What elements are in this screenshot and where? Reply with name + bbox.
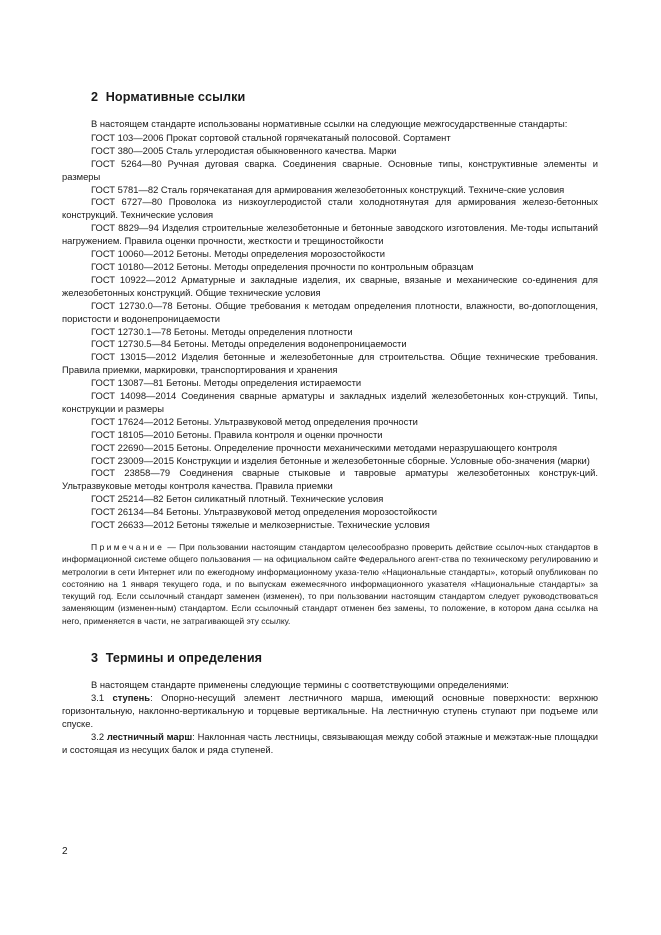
term-definition <box>62 692 598 731</box>
section-heading <box>62 90 598 104</box>
reference-item: ГОСТ 13015—2012 Изделия бетонные и железобетонные для строительства. Общие технические требования. Правила приемки, маркировки, транспортирования и хранения <box>62 351 598 376</box>
term-text: : Наклонная часть лестницы, связывающая между собой этажные и межэтаж-ные площадки и состоящая из несущих балок и ряда ступеней. <box>62 730 599 755</box>
reference-item: ГОСТ 26134—84 Бетоны. Ультразвуковой метод определения морозостойкости <box>91 506 438 518</box>
page-number: 2 <box>62 846 68 857</box>
note-paragraph <box>62 541 598 627</box>
reference-item: ГОСТ 10060—2012 Бетоны. Методы определения морозостойкости <box>91 248 385 260</box>
reference-item: ГОСТ 22690—2015 Бетоны. Определение прочности механическими методами неразрушающего контроля <box>91 441 558 453</box>
term-definition <box>62 731 598 757</box>
section-normative-references <box>62 90 598 627</box>
reference-item: ГОСТ 25214—82 Бетон силикатный плотный. Технические условия <box>91 493 384 505</box>
reference-item: ГОСТ 17624—2012 Бетоны. Ультразвуковой метод определения прочности <box>91 415 418 427</box>
section-title: Термины и определения <box>105 651 263 666</box>
note-dash: — <box>164 542 180 552</box>
note-label: Примечание <box>91 542 165 552</box>
term-text: : Опорно-несущий элемент лестничного марша, имеющий основные поверхности: верхнюю горизонтальную, наклонно-вертикальную и торцевые вертикальные. На лестничную ступень ступают при подъеме или спуске. <box>62 691 599 729</box>
reference-item: ГОСТ 380—2005 Сталь углеродистая обыкновенного качества. Марки <box>91 144 397 156</box>
reference-item: ГОСТ 12730.1—78 Бетоны. Методы определения плотности <box>91 325 353 337</box>
note-text: При пользовании настоящим стандартом целесообразно проверить действие ссылоч-ных стандартов в информационной системе общего пользования — на официальном сайте Федерального агент-ства по техническому регулированию и метрологии в сети Интернет или по ежегодному информационному указа-телю «Национальные стандарты», который опубликован по состоянию на 1 января текущего года, и по выпускам ежемесячного информационного указателя «Национальные стандарты» за текущий год. Если ссылочный стандарт заменен (изменен), то при пользовании настоящим стандартом следует руководствоваться заменяющим (изменен-ным) стандартом. Если ссылочный стандарт отменен без замены, то положение, в котором дана ссылка на него, применяется в части, не затрагивающей эту ссылку. <box>62 542 598 626</box>
section-number: 2 <box>91 90 99 104</box>
reference-item: ГОСТ 8829—94 Изделия строительные железобетонные и бетонные заводского изготовления. Ме-тоды испытаний нагружением. Правила оценки прочности, жесткости и трещиностойкости <box>62 222 598 247</box>
reference-item: ГОСТ 12730.5—84 Бетоны. Методы определения водонепроницаемости <box>91 338 407 350</box>
reference-item: ГОСТ 23858—79 Соединения сварные стыковые и тавровые арматуры железобетонных конструк-ций. Ультразвуковые методы контроля качества. Правила приемки <box>62 467 598 492</box>
reference-item: ГОСТ 103—2006 Прокат сортовой стальной горячекатаный полосовой. Сортамент <box>91 131 451 143</box>
section-heading <box>62 651 598 665</box>
reference-item: ГОСТ 5781—82 Сталь горячекатаная для армирования железобетонных конструкций. Техниче-ские условия <box>91 183 565 195</box>
term-name: лестничный марш <box>106 730 193 742</box>
term-name: ступень <box>112 691 151 703</box>
section-number: 3 <box>91 651 99 666</box>
reference-item: ГОСТ 10922—2012 Арматурные и закладные изделия, их сварные, вязаные и механические со-единения для железобетонных конструкций. Общие технические условия <box>62 273 598 298</box>
term-number: 3.2 <box>91 730 105 742</box>
term-number: 3.1 <box>91 691 105 703</box>
section-intro: В настоящем стандарте применены следующие термины с соответствующими определениями: <box>91 679 509 691</box>
reference-item: ГОСТ 5264—80 Ручная дуговая сварка. Соединения сварные. Основные типы, конструктивные элементы и размеры <box>62 157 598 182</box>
reference-item: ГОСТ 13087—81 Бетоны. Методы определения истираемости <box>91 377 362 389</box>
reference-item: ГОСТ 10180—2012 Бетоны. Методы определения прочности по контрольным образцам <box>91 260 474 272</box>
reference-item: ГОСТ 14098—2014 Соединения сварные арматуры и закладных изделий железобетонных кон-струкций. Типы, конструкции и размеры <box>62 390 598 414</box>
reference-item: ГОСТ 6727—80 Проволока из низкоуглеродистой стали холоднотянутая для армирования железо-бетонных конструкций. Технические условия <box>62 196 598 221</box>
document-page <box>62 90 598 757</box>
reference-item: ГОСТ 18105—2010 Бетоны. Правила контроля и оценки прочности <box>91 428 383 440</box>
reference-item: ГОСТ 26633—2012 Бетоны тяжелые и мелкозернистые. Технические условия <box>91 519 430 531</box>
reference-item: ГОСТ 23009—2015 Конструкции и изделия бетонные и железобетонные сборные. Условные обо-значения (марки) <box>91 454 590 466</box>
section-title: Нормативные ссылки <box>105 90 246 104</box>
section-intro: В настоящем стандарте использованы нормативные ссылки на следующие межгосударственные стандарты: <box>91 118 568 129</box>
section-terms-definitions <box>62 651 598 756</box>
reference-item: ГОСТ 12730.0—78 Бетоны. Общие требования к методам определения плотности, влажности, во-допоглощения, пористости и водонепроницаемости <box>62 299 598 324</box>
reference-list <box>62 132 598 532</box>
